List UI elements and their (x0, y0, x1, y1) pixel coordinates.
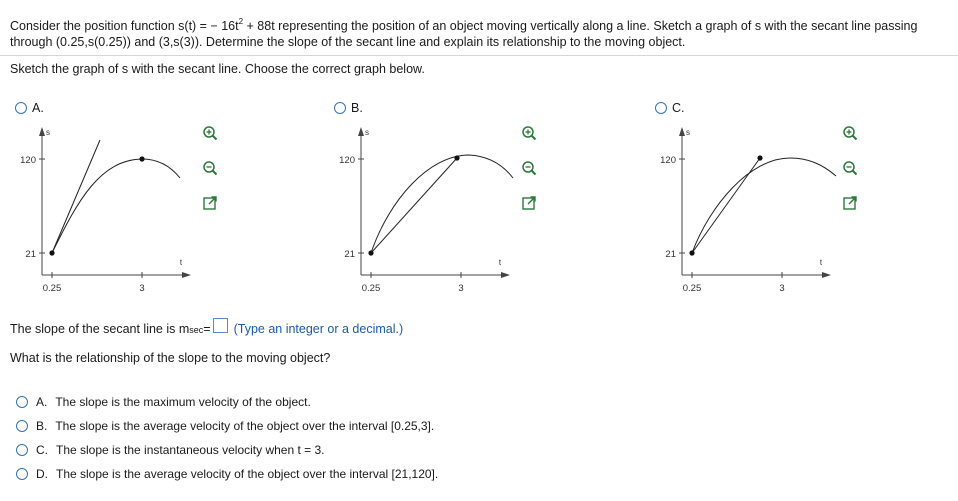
y-axis-arrow (39, 127, 45, 136)
choice-c[interactable] (16, 438, 438, 462)
y-tick-label: 21 (665, 249, 676, 260)
end-point (757, 155, 762, 160)
graph-option-3-letter: C. (672, 101, 685, 115)
choice-d[interactable] (16, 462, 438, 486)
choice-b[interactable] (16, 414, 438, 438)
choice-list (16, 390, 438, 486)
start-point (689, 250, 694, 255)
graph-option-3[interactable] (655, 101, 685, 115)
graph-option-1-radio[interactable] (15, 102, 27, 114)
y-axis-arrow (358, 127, 364, 136)
question-part1: Consider the position function s(t) = − 16t (10, 19, 239, 33)
slope-equals: = (203, 322, 211, 336)
zoom-in-icon[interactable] (201, 124, 219, 142)
start-point (49, 250, 54, 255)
x-axis-label: t (498, 258, 502, 267)
x-axis-arrow (182, 272, 191, 278)
choice-a-letter: A. (36, 395, 48, 409)
x-axis-arrow (501, 272, 510, 278)
position-curve (371, 155, 513, 253)
end-point (139, 156, 144, 161)
end-point (454, 155, 459, 160)
choice-c-text: The slope is the instantaneous velocity when t = 3. (56, 443, 325, 457)
x-axis-label: t (179, 258, 183, 267)
position-curve (52, 159, 180, 253)
graph-option-1-letter: A. (32, 101, 44, 115)
zoom-out-icon[interactable] (841, 159, 859, 177)
y-tick-label: 21 (25, 249, 36, 260)
question-part2: + 88t representing the position of an object moving vertically along a line. Sketch a graph of s with the secant line passing through (0.25,s(0.25)) and (3,s(3)). Determine the slope of the secant line and explain its relationship to the moving object. (10, 19, 918, 49)
slope-prefix: The slope of the secant line is m (10, 322, 190, 336)
question-text (10, 14, 955, 50)
choice-c-letter: C. (36, 443, 48, 457)
choice-b-radio[interactable] (16, 420, 28, 432)
slope-subscript: sec (189, 325, 204, 335)
secant-line (371, 158, 457, 253)
zoom-out-icon[interactable] (201, 159, 219, 177)
y-axis-label: s (686, 128, 690, 137)
graph-tools (841, 124, 861, 229)
choice-a-text: The slope is the maximum velocity of the object. (55, 395, 311, 409)
y-tick-label: 120 (339, 155, 355, 166)
secant-line (692, 158, 760, 253)
y-tick-label: 120 (660, 155, 676, 166)
x-axis-label: t (819, 258, 823, 267)
y-tick-label: 21 (344, 249, 355, 260)
y-axis-label: s (46, 128, 50, 137)
graph-option-2[interactable] (334, 101, 363, 115)
slope-hint: (Type an integer or a decimal.) (233, 322, 404, 336)
y-tick-label: 120 (20, 155, 36, 166)
x-tick-label: 0.25 (42, 283, 62, 294)
secant-line (52, 140, 100, 253)
y-axis-label: s (365, 128, 369, 137)
slope-prompt (10, 318, 403, 336)
choice-d-letter: D. (36, 467, 48, 481)
zoom-in-icon[interactable] (841, 124, 859, 142)
choice-a[interactable] (16, 390, 438, 414)
graph-option-2-plot (319, 118, 502, 298)
enlarge-icon[interactable] (520, 194, 538, 212)
question-exponent: 2 (238, 17, 244, 26)
graph-option-2-radio[interactable] (334, 102, 346, 114)
position-curve (692, 158, 836, 253)
graph-option-3-radio[interactable] (655, 102, 667, 114)
slope-answer-input[interactable] (213, 318, 228, 333)
graph-option-3-plot (640, 118, 823, 298)
x-axis-arrow (822, 272, 831, 278)
choice-b-text: The slope is the average velocity of the object over the interval [0.25,3]. (55, 419, 435, 433)
enlarge-icon[interactable] (201, 194, 219, 212)
graph-tools (201, 124, 221, 229)
x-tick-label: 3 (779, 283, 785, 294)
choice-d-radio[interactable] (16, 468, 28, 480)
separator (0, 55, 958, 56)
y-axis-arrow (679, 127, 685, 136)
relationship-question: What is the relationship of the slope to the moving object? (10, 351, 331, 365)
choice-b-letter: B. (36, 419, 48, 433)
graph-option-1-plot (0, 118, 183, 298)
choice-d-text: The slope is the average velocity of the object over the interval [21,120]. (56, 467, 439, 481)
choice-a-radio[interactable] (16, 396, 28, 408)
x-tick-label: 3 (139, 283, 145, 294)
instruction-text: Sketch the graph of s with the secant line. Choose the correct graph below. (10, 62, 425, 76)
zoom-out-icon[interactable] (520, 159, 538, 177)
x-tick-label: 0.25 (361, 283, 381, 294)
x-tick-label: 3 (458, 283, 464, 294)
zoom-in-icon[interactable] (520, 124, 538, 142)
start-point (368, 250, 373, 255)
enlarge-icon[interactable] (841, 194, 859, 212)
graph-tools (520, 124, 540, 229)
graph-option-2-letter: B. (351, 101, 363, 115)
x-tick-label: 0.25 (682, 283, 702, 294)
graph-option-1[interactable] (15, 101, 44, 115)
choice-c-radio[interactable] (16, 444, 28, 456)
